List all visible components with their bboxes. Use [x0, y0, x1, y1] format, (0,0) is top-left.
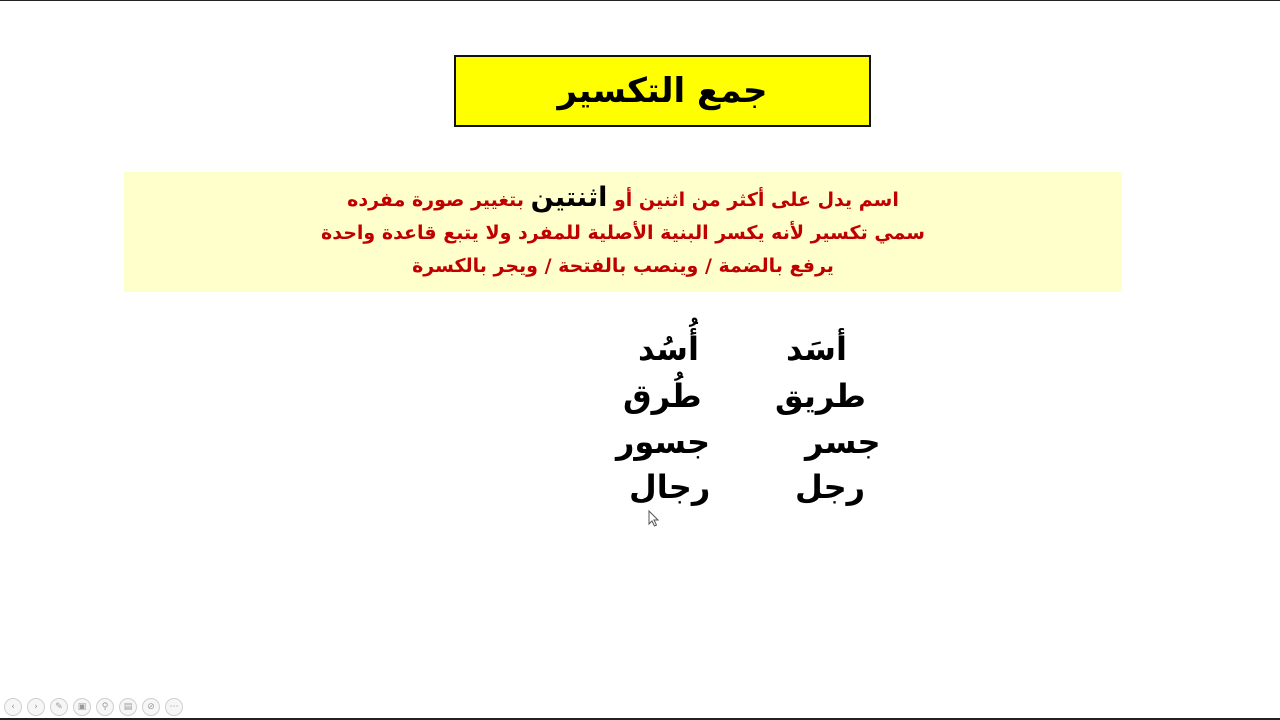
- definition-line-1-prefix: اسم يدل على أكثر من اثنين أو: [607, 189, 899, 211]
- definition-line-2: سمي تكسير لأنه يكسر البنية الأصلية للمفرد ولا يتبع قاعدة واحدة: [321, 222, 925, 244]
- subtitles-icon[interactable]: ▤: [119, 698, 137, 716]
- example-singular-4: رجل: [795, 468, 866, 506]
- definition-line-3: يرفع بالضمة / وينصب بالفتحة / ويجر بالكسرة: [412, 255, 834, 277]
- example-plural-1: أُسُد: [638, 330, 699, 368]
- example-singular-3: جسر: [805, 423, 881, 461]
- example-singular-2: طريق: [775, 377, 866, 415]
- zoom-icon[interactable]: ⚲: [96, 698, 114, 716]
- slideshow-toolbar: [4, 698, 183, 716]
- example-plural-2: طُرق: [623, 377, 702, 415]
- example-singular-1: أسَد: [786, 330, 847, 368]
- definition-box: [124, 172, 1122, 292]
- previous-icon[interactable]: ‹: [4, 698, 22, 716]
- camera-off-icon[interactable]: ⊘: [142, 698, 160, 716]
- definition-line-1-suffix: بتغيير صورة مفرده: [347, 189, 531, 211]
- top-border: [0, 0, 1280, 1]
- next-icon[interactable]: ›: [27, 698, 45, 716]
- mouse-cursor-icon: [648, 510, 660, 528]
- more-icon[interactable]: ⋯: [165, 698, 183, 716]
- title-box: [454, 55, 871, 127]
- definition-emphasis: اثنتين: [530, 182, 608, 213]
- example-plural-3: جسور: [616, 423, 711, 461]
- slide-title: جمع التكسير: [557, 71, 768, 111]
- slides-icon[interactable]: ▣: [73, 698, 91, 716]
- definition-line-1: [347, 181, 899, 217]
- pen-icon[interactable]: ✎: [50, 698, 68, 716]
- example-plural-4: رجال: [629, 468, 711, 506]
